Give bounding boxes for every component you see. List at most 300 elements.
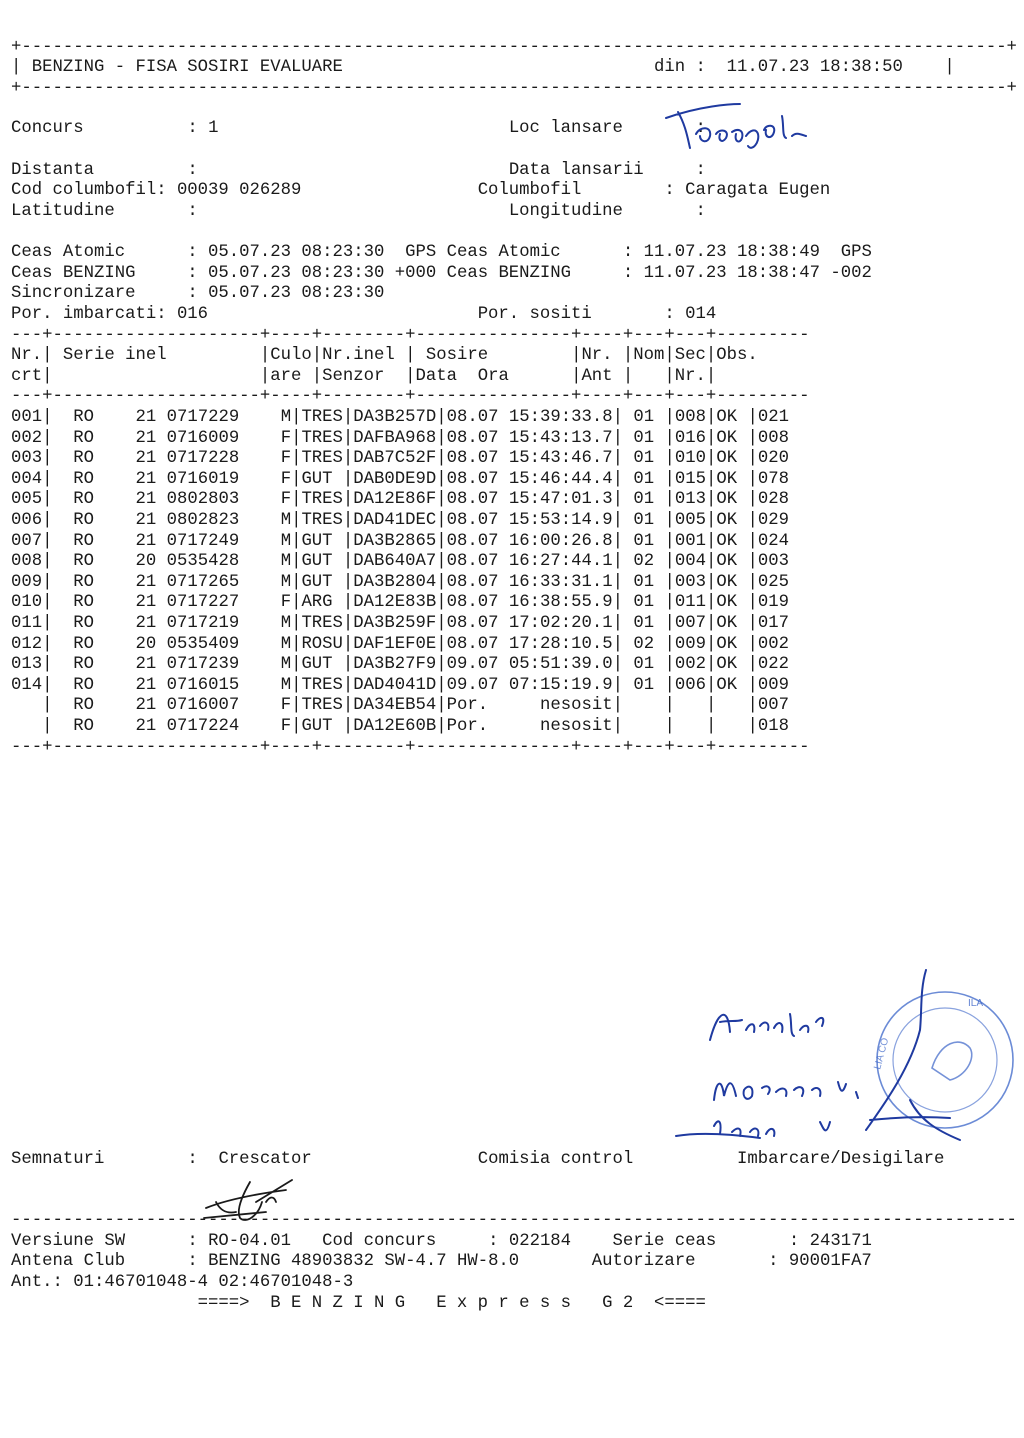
cell-culoare: TRES: [301, 696, 343, 716]
cell-ant: 01: [633, 531, 655, 551]
header-border-bottom: +-----------------------------------------------------------------------------------------------+: [11, 79, 1017, 98]
cell-senzor: DAF1EF0E: [353, 634, 437, 654]
cell-ora: 07:15:19.9: [508, 675, 613, 695]
crescator-label: Crescator: [218, 1150, 478, 1169]
cell-sex: M: [280, 552, 292, 572]
cell-senzor: DA3B257D: [353, 408, 437, 427]
cell-an: 21: [135, 572, 157, 592]
table-border-top: ---+--------------------+----+--------+---------------+----+---+---+---------: [11, 326, 810, 345]
cell-inel: 0802823: [166, 511, 240, 530]
cell-sec: OK: [716, 408, 748, 427]
cell-nom: 015: [674, 469, 706, 489]
cell-sec: [716, 696, 747, 715]
table-header-1: Nr.| Serie inel |Culo|Nr.inel | Sosire |Nr. |Nom|Sec|Obs.: [11, 346, 758, 365]
cell-nr: [11, 717, 42, 736]
por-sositi-label: Por. sositi: [477, 305, 644, 324]
cell-sex: M: [280, 531, 292, 551]
columbofil-value: Caragata Eugen: [685, 181, 831, 200]
cell-data: Por.: [446, 696, 499, 716]
th-sec: Sec: [674, 346, 706, 365]
cell-inel: 0802803: [166, 490, 240, 510]
cell-sex: M: [280, 408, 292, 427]
cell-an: 21: [135, 490, 157, 510]
cell-inel: 0717219: [166, 614, 240, 633]
distanta-label: Distanta: [11, 161, 188, 180]
cell-sec: OK: [716, 552, 748, 572]
longitudine-label: Longitudine: [508, 202, 696, 221]
cell-nr: [11, 696, 42, 715]
table-row: 014| RO 21 0716015 M|TRES|DAD4041D|09.07 07:15:19.9| 01 |006|OK |009: [11, 675, 789, 695]
ceas-benzing-start: 05.07.23 08:23:30: [208, 264, 385, 283]
th-sec-nr: Nr.: [674, 367, 706, 386]
cell-data: 08.07: [446, 469, 499, 489]
cell-ora: nesosit: [508, 696, 613, 716]
cell-obs: 028: [757, 490, 789, 510]
cell-tara: RO: [73, 634, 94, 654]
header-row: | BENZING - FISA SOSIRI EVALUARE din : 11.07.23 18:38:50 |: [11, 58, 955, 77]
cell-an: 21: [135, 614, 157, 633]
table-row: 008| RO 20 0535428 M|GUT |DAB640A7|08.07 16:27:44.1| 02 |004|OK |003: [11, 552, 789, 572]
cell-obs: 020: [757, 449, 789, 469]
cell-culoare: TRES: [301, 675, 343, 695]
cell-an: 21: [135, 408, 157, 427]
cell-ora: 16:33:31.1: [508, 572, 613, 592]
cod-columbofil-label: Cod columbofil: [11, 181, 157, 200]
cell-data: 08.07: [446, 634, 499, 654]
versiune-sw-label: Versiune SW: [11, 1232, 188, 1251]
ceas-atomic-end-src: GPS: [840, 243, 872, 262]
table-row: 007| RO 21 0717249 M|GUT |DA3B2865|08.07 16:00:26.8| 01 |001|OK |024: [11, 531, 789, 551]
row-sincronizare: Sincronizare : 05.07.23 08:23:30: [11, 284, 385, 303]
table-row: 005| RO 21 0802803 F|TRES|DA12E86F|08.07 15:47:01.3| 01 |013|OK |028: [11, 490, 789, 510]
cell-an: 21: [135, 717, 157, 736]
table-border-header: ---+--------------------+----+--------+---------------+----+---+---+---------: [11, 387, 810, 406]
row-cod-columbofil: Cod columbofil: 00039 026289 Columbofil : Caragata Eugen: [11, 181, 831, 200]
cell-sec: OK: [716, 593, 748, 613]
cell-tara: RO: [73, 572, 94, 592]
cell-tara: RO: [73, 675, 94, 695]
columbofil-label: Columbofil: [477, 181, 665, 200]
cell-nr: 012: [11, 634, 43, 654]
cell-nom: 002: [674, 655, 706, 675]
cell-tara: RO: [73, 428, 94, 448]
cell-sex: M: [280, 634, 292, 654]
cell-data: Por.: [446, 717, 499, 736]
th-are: are: [270, 367, 312, 386]
sincronizare-value: 05.07.23 08:23:30: [208, 284, 385, 303]
cell-senzor: DAB0DE9D: [353, 469, 437, 489]
table-row: 003| RO 21 0717228 F|TRES|DAB7C52F|08.07 15:43:46.7| 01 |010|OK |020: [11, 449, 789, 469]
cell-data: 08.07: [446, 449, 499, 469]
cell-inel: 0717224: [166, 717, 240, 736]
cell-obs: 022: [757, 655, 789, 675]
cell-ant: [633, 717, 654, 736]
cell-sec: OK: [716, 511, 748, 530]
cell-sec: OK: [716, 634, 748, 654]
cell-nom: 006: [674, 675, 706, 695]
cell-an: 21: [135, 696, 157, 716]
svg-text:LIA CO: LIA CO: [872, 1036, 892, 1071]
brand-line: ====> B E N Z I N G E x p r e s s G 2 <====: [197, 1294, 706, 1313]
th-culoare: Culo: [270, 346, 312, 365]
cell-nom: 009: [674, 634, 706, 654]
cell-senzor: DA3B259F: [353, 614, 437, 633]
cell-nom: 004: [674, 552, 706, 572]
cell-culoare: TRES: [301, 511, 343, 530]
cell-ora: 15:46:44.4: [508, 469, 613, 489]
cell-ant: 01: [633, 408, 655, 427]
cell-nom: 001: [674, 531, 706, 551]
cell-nr: 004: [11, 469, 43, 489]
cell-ant: 02: [633, 552, 655, 572]
por-sositi-value: 014: [685, 305, 717, 324]
cell-culoare: GUT: [301, 655, 343, 675]
cell-senzor: DA12E86F: [353, 490, 437, 510]
cell-culoare: GUT: [301, 552, 343, 572]
ceas-benzing-end: 11.07.23 18:38:47: [643, 264, 820, 283]
ceas-atomic-start-src: GPS: [405, 243, 437, 262]
cell-obs: 008: [757, 428, 789, 448]
cell-an: 21: [135, 511, 157, 530]
cell-data: 08.07: [446, 490, 499, 510]
th-nr-inel: Nr.inel: [322, 346, 406, 365]
cell-culoare: GUT: [301, 717, 343, 736]
cell-senzor: DAB640A7: [353, 552, 437, 572]
cell-ora: 16:38:55.9: [508, 593, 613, 613]
cell-an: 21: [135, 675, 157, 695]
cell-ant: 01: [633, 449, 655, 469]
cell-sex: M: [280, 511, 292, 530]
concurs-label: Concurs: [11, 119, 188, 138]
cell-nom: 003: [674, 572, 706, 592]
cell-sex: F: [280, 717, 292, 736]
crescator-signature: [196, 1172, 326, 1227]
row-brand: [11, 1294, 706, 1315]
cell-ant: 01: [633, 614, 655, 633]
serie-ceas-value: 243171: [809, 1232, 872, 1251]
row-versiune: Versiune SW : RO-04.01 Cod concurs : 022184 Serie ceas : 243171: [11, 1232, 872, 1251]
table-header-2: crt| |are |Senzor |Data Ora |Ant | |Nr.|: [11, 367, 717, 386]
cell-sec: OK: [716, 675, 748, 695]
sincronizare-label: Sincronizare: [11, 284, 188, 303]
cell-obs: 024: [757, 531, 789, 551]
cell-ant: 01: [633, 469, 655, 489]
cell-obs: 018: [757, 717, 789, 736]
th-nr-ant: Nr.: [581, 346, 623, 365]
cell-inel: 0717227: [166, 593, 240, 613]
antena-club-value: BENZING 48903832 SW-4.7 HW-8.0: [208, 1252, 592, 1271]
cell-ora: 15:43:13.7: [508, 428, 613, 448]
cell-senzor: DA12E60B: [353, 717, 437, 736]
cell-inel: 0716009: [166, 428, 240, 448]
cell-culoare: ROSU: [301, 634, 343, 654]
cell-tara: RO: [73, 593, 94, 613]
cell-inel: 0535409: [166, 634, 240, 654]
concurs-value: 1: [208, 119, 509, 138]
ceas-benzing-end-offset: -002: [830, 264, 872, 283]
imbarcare-label: Imbarcare/Desigilare: [736, 1150, 945, 1169]
cell-data: 08.07: [446, 572, 499, 592]
cell-ant: [633, 696, 654, 715]
th-nr: Nr.: [11, 346, 43, 365]
cell-data: 09.07: [446, 655, 499, 675]
cell-ant: 02: [633, 634, 655, 654]
loc-lansare-label: Loc lansare: [508, 119, 696, 138]
cell-data: 09.07: [446, 675, 499, 695]
th-sosire: Sosire: [425, 346, 572, 365]
cell-tara: RO: [73, 614, 94, 633]
loc-lansare-handwriting: [660, 96, 840, 156]
cell-sex: F: [280, 490, 292, 510]
cell-ant: 01: [633, 655, 655, 675]
cell-obs: 017: [757, 614, 789, 633]
cell-culoare: ARG: [301, 593, 343, 613]
autorizare-label: Autorizare: [591, 1252, 769, 1271]
cell-tara: RO: [73, 511, 94, 530]
versiune-sw-value: RO-04.01: [208, 1232, 323, 1251]
data-lansarii-label: Data lansarii: [508, 161, 696, 180]
cell-nom: 007: [674, 614, 706, 633]
cod-concurs-value: 022184: [508, 1232, 613, 1251]
cell-nom: [675, 696, 706, 715]
cell-sec: OK: [716, 469, 748, 489]
cell-data: 08.07: [446, 428, 499, 448]
table-row: | RO 21 0716007 F|TRES|DA34EB54|Por. nesosit| | | |007: [11, 696, 789, 717]
cell-nr: 014: [11, 675, 43, 695]
cell-ant: 01: [633, 572, 655, 592]
cell-obs: 078: [757, 469, 789, 489]
cell-obs: 019: [757, 593, 789, 613]
cell-sec: OK: [716, 531, 748, 551]
cell-senzor: DA3B2865: [353, 531, 437, 551]
cell-culoare: TRES: [301, 428, 343, 448]
cell-nr: 009: [11, 572, 43, 592]
svg-text:ILA: ILA: [968, 998, 984, 1009]
cell-inel: 0717249: [166, 531, 240, 551]
row-por: Por. imbarcati: 016 Por. sositi : 014: [11, 305, 717, 324]
cell-tara: RO: [73, 655, 94, 675]
footer-border: -------------------------------------------------------------------------------------------------: [11, 1211, 1017, 1230]
cell-an: 20: [135, 552, 157, 572]
cell-an: 21: [135, 449, 157, 469]
cell-an: 21: [135, 428, 157, 448]
cell-senzor: DAD41DEC: [353, 511, 437, 530]
cell-obs: 009: [757, 675, 789, 695]
cell-nr: 007: [11, 531, 43, 551]
cell-obs: 003: [757, 552, 789, 572]
cell-sec: OK: [716, 428, 748, 448]
cell-nr: 008: [11, 552, 43, 572]
table-row: 012| RO 20 0535409 M|ROSU|DAF1EF0E|08.07 17:28:10.5| 02 |009|OK |002: [11, 634, 789, 654]
cell-sex: M: [280, 614, 292, 633]
cell-tara: RO: [73, 696, 94, 716]
ceas-atomic-end: 11.07.23 18:38:49: [643, 243, 820, 262]
cell-obs: 025: [757, 572, 789, 592]
cell-ant: 01: [633, 490, 655, 510]
th-obs: Obs.: [716, 346, 758, 365]
cell-inel: 0717265: [166, 572, 240, 592]
row-concurs: Concurs : 1 Loc lansare :: [11, 119, 706, 138]
cell-inel: 0716019: [166, 469, 240, 489]
ceas-benzing-start-offset: +000: [394, 264, 437, 283]
table-row: | RO 21 0717224 F|GUT |DA12E60B|Por. nesosit| | | |018: [11, 717, 789, 738]
cell-sec: OK: [716, 490, 748, 510]
cell-ora: 15:43:46.7: [508, 449, 613, 469]
cell-nr: 013: [11, 655, 43, 675]
cell-ora: 05:51:39.0: [508, 655, 613, 675]
row-ceas-atomic: Ceas Atomic : 05.07.23 08:23:30 GPS Ceas Atomic : 11.07.23 18:38:49 GPS: [11, 243, 872, 262]
cell-sec: OK: [716, 449, 748, 469]
cell-data: 08.07: [446, 531, 499, 551]
row-latitudine: Latitudine : Longitudine :: [11, 202, 706, 221]
table-row: 010| RO 21 0717227 F|ARG |DA12E83B|08.07 16:38:55.9| 01 |011|OK |019: [11, 593, 789, 613]
cell-culoare: TRES: [301, 408, 343, 427]
row-ant: [11, 1273, 353, 1294]
cell-sec: OK: [716, 655, 748, 675]
cell-nr: 003: [11, 449, 43, 469]
cell-tara: RO: [73, 552, 94, 572]
cod-concurs-label: Cod concurs: [322, 1232, 489, 1251]
cell-sec: OK: [716, 572, 748, 592]
cell-data: 08.07: [446, 408, 499, 427]
sheet-datetime: 11.07.23 18:38:50: [726, 58, 935, 77]
cell-sex: F: [280, 696, 292, 716]
table-row: 004| RO 21 0716019 F|GUT |DAB0DE9D|08.07 15:46:44.4| 01 |015|OK |078: [11, 469, 789, 489]
cell-nr: 002: [11, 428, 43, 448]
cell-inel: 0535428: [166, 552, 240, 572]
cell-nr: 006: [11, 511, 43, 530]
cell-tara: RO: [73, 449, 94, 469]
cell-senzor: DA12E83B: [353, 593, 437, 613]
cell-inel: 0717229: [166, 408, 240, 427]
ceas-atomic-start: 05.07.23 08:23:30: [208, 243, 385, 262]
cell-tara: RO: [73, 717, 94, 736]
por-imbarcati-value: 016: [176, 305, 478, 324]
ant-line: Ant.: 01:46701048-4 02:46701048-3: [11, 1273, 354, 1292]
cell-sex: F: [280, 593, 292, 613]
comisia-label: Comisia control: [477, 1150, 737, 1169]
cell-sec: [716, 717, 747, 736]
cell-ora: 15:47:01.3: [508, 490, 613, 510]
cell-senzor: DAD4041D: [353, 675, 437, 695]
cell-inel: 0717239: [166, 655, 240, 675]
cell-nr: 010: [11, 593, 43, 613]
cell-ora: 17:28:10.5: [508, 634, 613, 654]
cell-culoare: GUT: [301, 469, 343, 489]
cell-nom: 011: [674, 593, 706, 613]
cell-senzor: DA3B2804: [353, 572, 437, 592]
cell-culoare: GUT: [301, 531, 343, 551]
cell-senzor: DAB7C52F: [353, 449, 437, 469]
cell-inel: 0716007: [166, 696, 240, 716]
th-ant: Ant: [581, 367, 623, 386]
th-crt: crt: [11, 367, 43, 386]
row-semnaturi: Semnaturi : Crescator Comisia control Imbarcare/Desigilare: [11, 1150, 945, 1169]
sheet-title: BENZING - FISA SOSIRI EVALUARE: [31, 58, 654, 77]
th-senzor: Senzor: [322, 367, 406, 386]
cell-sex: M: [280, 572, 292, 592]
cell-ora: 16:00:26.8: [508, 531, 613, 551]
cell-ant: 01: [633, 593, 655, 613]
cell-sex: F: [280, 469, 292, 489]
row-antena: Antena Club : BENZING 48903832 SW-4.7 HW-8.0 Autorizare : 90001FA7: [11, 1252, 872, 1271]
cell-sex: M: [280, 675, 292, 695]
din-label: din :: [653, 58, 706, 77]
cell-an: 21: [135, 531, 157, 551]
cell-nom: 005: [674, 511, 706, 530]
table-row: 013| RO 21 0717239 M|GUT |DA3B27F9|09.07 05:51:39.0| 01 |002|OK |022: [11, 655, 789, 675]
latitudine-label: Latitudine: [11, 202, 188, 221]
cell-tara: RO: [73, 490, 94, 510]
cell-culoare: GUT: [301, 572, 343, 592]
row-ceas-benzing: Ceas BENZING : 05.07.23 08:23:30 +000 Ceas BENZING : 11.07.23 18:38:47 -002: [11, 264, 872, 283]
table-row: 006| RO 21 0802823 M|TRES|DAD41DEC|08.07 15:53:14.9| 01 |005|OK |029: [11, 511, 789, 530]
cell-inel: 0716015: [166, 675, 240, 695]
cell-nom: 016: [674, 428, 706, 448]
row-distanta: Distanta : Data lansarii :: [11, 161, 706, 180]
cell-ant: 01: [633, 511, 655, 530]
cell-ant: 01: [633, 428, 655, 448]
cod-columbofil-value: 00039 026289: [176, 181, 478, 200]
cell-obs: 029: [757, 511, 789, 530]
cell-an: 21: [135, 655, 157, 675]
serie-ceas-label: Serie ceas: [612, 1232, 789, 1251]
cell-tara: RO: [73, 408, 94, 427]
cell-sex: M: [280, 655, 292, 675]
cell-culoare: TRES: [301, 614, 343, 633]
cell-sex: F: [280, 449, 292, 469]
commission-signatures: [670, 950, 1010, 1150]
cell-tara: RO: [73, 469, 94, 489]
table-border-bottom: ---+--------------------+----+--------+---------------+----+---+---+---------: [11, 737, 810, 757]
header-border-top: +-----------------------------------------------------------------------------------------------+: [11, 38, 1017, 57]
cell-an: 21: [135, 593, 157, 613]
cell-ora: 15:39:33.8: [508, 408, 613, 427]
th-data-ora: Data Ora: [415, 367, 572, 386]
table-row: 001| RO 21 0717229 M|TRES|DA3B257D|08.07 15:39:33.8| 01 |008|OK |021: [11, 408, 789, 427]
cell-nom: 008: [674, 408, 706, 427]
cell-inel: 0717228: [166, 449, 240, 469]
antena-club-label: Antena Club: [11, 1252, 188, 1271]
cell-nom: [675, 717, 706, 736]
cell-obs: 002: [757, 634, 789, 654]
th-serie-inel: Serie inel: [62, 346, 260, 365]
cell-data: 08.07: [446, 614, 499, 633]
cell-data: 08.07: [446, 552, 499, 572]
cell-obs: 007: [757, 696, 789, 716]
cell-sec: OK: [716, 614, 748, 633]
cell-nom: 013: [674, 490, 706, 510]
por-imbarcati-label: Por. imbarcati: [11, 305, 157, 324]
semnaturi-label: Semnaturi: [11, 1150, 188, 1169]
cell-ora: nesosit: [508, 717, 613, 736]
table-row: 009| RO 21 0717265 M|GUT |DA3B2804|08.07 16:33:31.1| 01 |003|OK |025: [11, 572, 789, 592]
table-row: 002| RO 21 0716009 F|TRES|DAFBA968|08.07 15:43:13.7| 01 |016|OK |008: [11, 428, 789, 448]
cell-nom: 010: [674, 449, 706, 469]
cell-culoare: TRES: [301, 490, 343, 510]
cell-ora: 16:27:44.1: [508, 552, 613, 572]
cell-ant: 01: [633, 675, 655, 695]
autorizare-value: 90001FA7: [788, 1252, 872, 1271]
cell-obs: 021: [757, 408, 789, 427]
cell-an: 21: [135, 469, 157, 489]
cell-ora: 17:02:20.1: [508, 614, 613, 633]
table-row: 011| RO 21 0717219 M|TRES|DA3B259F|08.07 17:02:20.1| 01 |007|OK |017: [11, 614, 789, 633]
cell-data: 08.07: [446, 593, 499, 613]
cell-senzor: DA34EB54: [353, 696, 437, 716]
cell-data: 08.07: [446, 511, 499, 530]
cell-nr: 001: [11, 408, 43, 427]
